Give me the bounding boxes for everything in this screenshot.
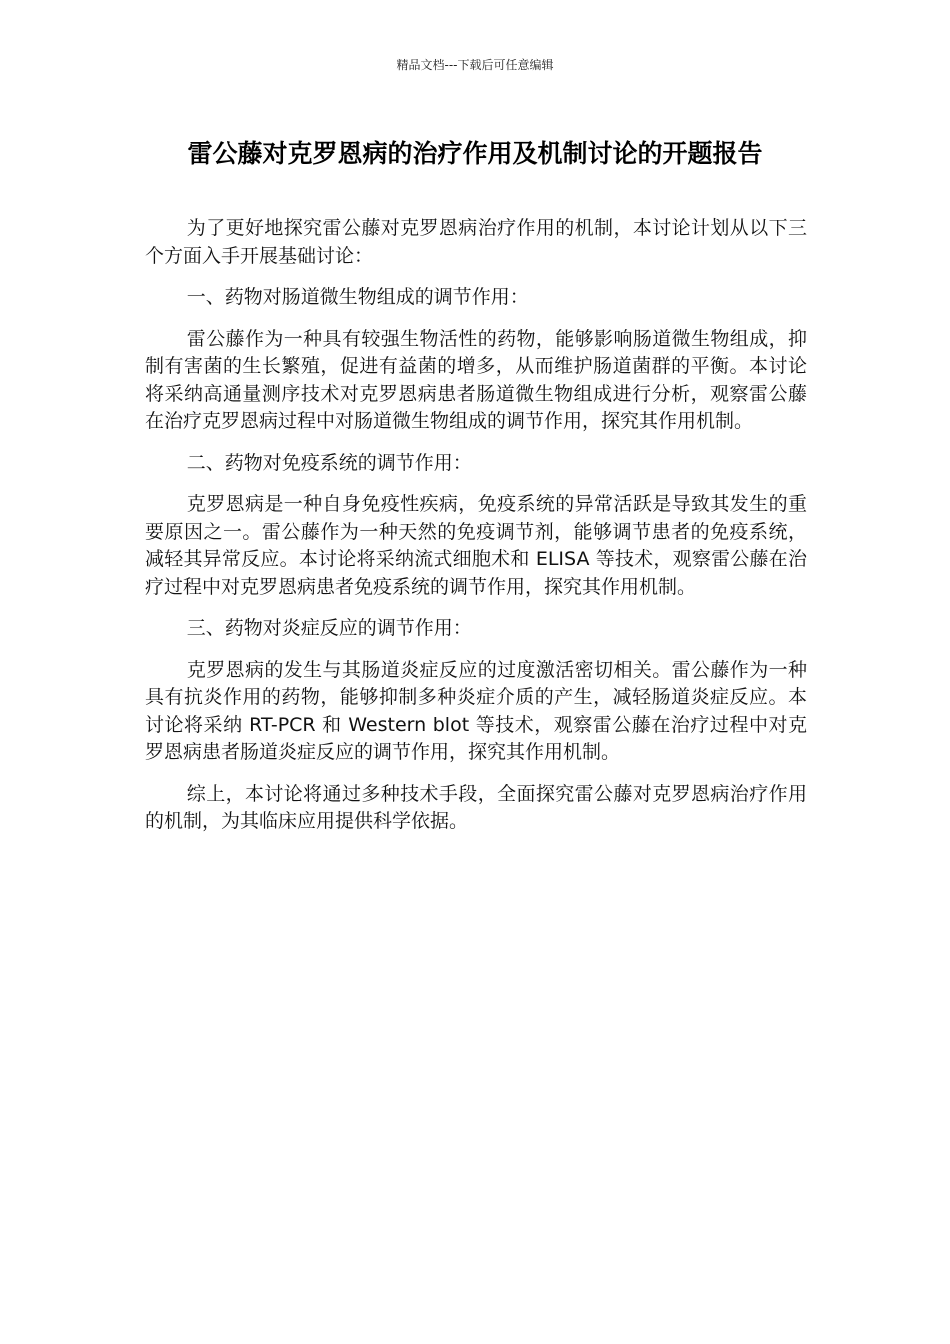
document-body [145, 215, 807, 850]
paragraph-inflammation: 克罗恩病的发生与其肠道炎症反应的过度激活密切相关。雷公藤作为一种具有抗炎作用的药物，能够抑制多种炎症介质的产生，减轻肠道炎症反应。本讨论将采纳 RT-PCR 和 Western blot 等技术，观察雷公藤在治疗过程中对克罗恩病患者肠道炎症反应的调节作用，探究其作用机制。 [145, 658, 807, 763]
section-heading-microbiota: 一、药物对肠道微生物组成的调节作用： [186, 286, 529, 308]
paragraph-microbiota: 雷公藤作为一种具有较强生物活性的药物，能够影响肠道微生物组成，抑制有害菌的生长繁殖，促进有益菌的增多，从而维护肠道菌群的平衡。本讨论将采纳高通量测序技术对克罗恩病患者肠道微生物组成进行分析，观察雷公藤在治疗克罗恩病过程中对肠道微生物组成的调节作用，探究其作用机制。 [145, 327, 807, 432]
section-heading-inflammation: 三、药物对炎症反应的调节作用： [186, 617, 472, 639]
paragraph-immune: 克罗恩病是一种自身免疫性疾病，免疫系统的异常活跃是导致其发生的重要原因之一。雷公藤作为一种天然的免疫调节剂，能够调节患者的免疫系统，减轻其异常反应。本讨论将采纳流式细胞术和 ELISA 等技术，观察雷公藤在治疗过程中对克罗恩病患者免疫系统的调节作用，探究其作用机制。 [145, 493, 807, 598]
section-heading-immune: 二、药物对免疫系统的调节作用： [186, 451, 472, 474]
paragraph-intro: 为了更好地探究雷公藤对克罗恩病治疗作用的机制，本讨论计划从以下三个方面入手开展基础讨论： [145, 217, 807, 267]
header-note: 精品文档---下载后可任意编辑 [396, 58, 554, 72]
paragraph-conclusion: 综上，本讨论将通过多种技术手段，全面探究雷公藤对克罗恩病治疗作用的机制，为其临床应用提供科学依据。 [145, 782, 807, 832]
document-title: 雷公藤对克罗恩病的治疗作用及机制讨论的开题报告 [187, 139, 763, 168]
